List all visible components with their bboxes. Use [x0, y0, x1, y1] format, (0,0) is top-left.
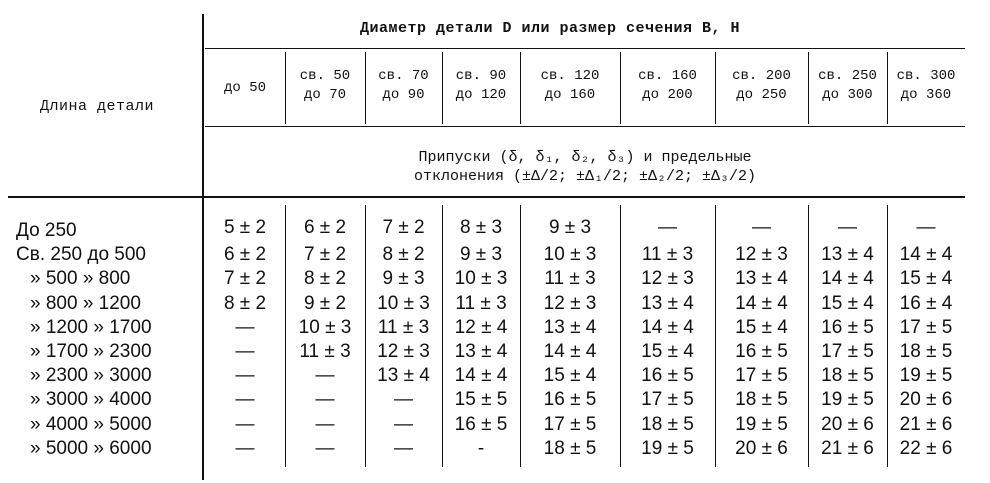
- column-header: [520, 67, 620, 105]
- column-header: [887, 67, 965, 105]
- table-cell: 15 ± 4: [821, 292, 874, 314]
- column-header-to: до 160: [544, 87, 596, 103]
- table-cell: 19 ± 5: [641, 437, 694, 459]
- table-cell: 13 ± 4: [543, 316, 597, 338]
- table-cell: 16 ± 5: [641, 365, 694, 387]
- column-header-to: до 250: [736, 87, 787, 103]
- table-cell: 6 ± 2: [223, 244, 267, 266]
- table-cell: 17 ± 5: [821, 341, 874, 362]
- table-cell: 10 ± 3: [377, 292, 430, 314]
- table-cell: 22 ± 6: [899, 437, 953, 459]
- table-cell: 12 ± 3: [641, 268, 694, 290]
- table-cell: 12 ± 3: [377, 341, 430, 362]
- row-label: » 5000 » 6000: [30, 437, 152, 459]
- table-cell: 20 ± 6: [899, 389, 953, 411]
- table-cell: 14 ± 4: [641, 316, 694, 338]
- table-cell: 20 ± 6: [735, 437, 788, 459]
- table-cell: 7 ± 2: [223, 268, 267, 290]
- column-header-from: св. 160: [638, 68, 697, 84]
- table-cell: -: [477, 437, 485, 459]
- table-cell: 13 ± 4: [821, 244, 874, 266]
- allowance-line-2: отклонения (±Δ/2; ±Δ₁/2; ±Δ₂/2; ±Δ₃/2): [413, 168, 757, 185]
- allowance-header: [205, 148, 965, 186]
- left-divider: [202, 14, 204, 480]
- table-cell: 11 ± 3: [377, 316, 430, 338]
- table-cell: 9 ± 2: [303, 292, 347, 314]
- table-cell: 16 ± 5: [821, 316, 874, 338]
- column-header-from: св. 200: [732, 68, 791, 84]
- row-label: » 1200 » 1700: [30, 316, 152, 338]
- column-header: [442, 67, 520, 105]
- table-cell: 9 ± 3: [459, 244, 503, 266]
- table-cell: 14 ± 4: [899, 244, 953, 266]
- header-top-rule: [205, 48, 965, 49]
- table-cell: 14 ± 4: [821, 268, 874, 290]
- column-header-from: св. 90: [455, 68, 507, 84]
- diameter-header: Диаметр детали D или размер сечения B, H: [360, 20, 741, 37]
- row-label: » 4000 » 5000: [30, 413, 152, 435]
- row-label: » 500 » 800: [30, 268, 131, 290]
- row-label: » 1700 » 2300: [30, 341, 152, 362]
- table-cell: —: [394, 389, 413, 411]
- table-cell: —: [315, 437, 335, 459]
- table-cell: —: [235, 365, 255, 387]
- table-cell: 15 ± 4: [899, 268, 953, 290]
- table-cell: —: [235, 341, 255, 362]
- table-cell: 17 ± 5: [641, 389, 694, 411]
- column-header-from: св. 300: [896, 68, 956, 84]
- table-cell: 18 ± 5: [735, 389, 788, 411]
- table-cell: 18 ± 5: [543, 437, 597, 459]
- table-cell: 12 ± 3: [543, 292, 597, 314]
- table-cell: 5 ± 2: [223, 217, 267, 238]
- table-cell: 8 ± 2: [382, 244, 425, 266]
- table-cell: 14 ± 4: [454, 365, 508, 387]
- table-cell: 15 ± 4: [735, 316, 788, 338]
- column-header: [205, 79, 285, 98]
- table-cell: —: [658, 217, 677, 238]
- table-cell: —: [752, 217, 771, 238]
- table-cell: 16 ± 5: [454, 413, 508, 435]
- table-cell: 11 ± 3: [544, 268, 596, 290]
- row-label: Св. 250 до 500: [16, 244, 146, 266]
- column-header-to: до 360: [900, 87, 952, 103]
- table-cell: 9 ± 3: [382, 268, 425, 290]
- column-header-from: св. 250: [818, 68, 877, 84]
- table-cell: 17 ± 5: [543, 413, 597, 435]
- table-cell: 13 ± 4: [454, 341, 508, 362]
- column-header: [808, 67, 887, 105]
- table-cell: 13 ± 4: [735, 268, 788, 290]
- column-header-from: св. 70: [378, 68, 429, 84]
- table-cell: 12 ± 4: [454, 316, 508, 338]
- table-cell: 13 ± 4: [377, 365, 430, 387]
- row-header: Длина детали: [40, 98, 155, 115]
- table-cell: 9 ± 3: [548, 217, 592, 238]
- table-cell: 13 ± 4: [641, 292, 694, 314]
- table-cell: 11 ± 3: [641, 244, 694, 266]
- table-cell: 10 ± 3: [454, 268, 508, 290]
- table-cell: 18 ± 5: [821, 365, 874, 387]
- table-cell: 12 ± 3: [735, 244, 788, 266]
- table-cell: —: [916, 217, 936, 238]
- table-cell: —: [235, 413, 255, 435]
- columns-bottom-rule: [205, 126, 965, 127]
- table-cell: 14 ± 4: [735, 292, 788, 314]
- row-label: До 250: [16, 220, 77, 241]
- column-header-from: св. 120: [540, 68, 600, 84]
- table-cell: 11 ± 3: [299, 341, 351, 362]
- table-cell: 7 ± 2: [303, 244, 347, 266]
- table-cell: 14 ± 4: [543, 341, 597, 362]
- column-header-to: до 300: [822, 87, 873, 103]
- table-cell: 19 ± 5: [821, 389, 874, 411]
- table-cell: 17 ± 5: [735, 365, 788, 387]
- table-cell: 7 ± 2: [382, 217, 425, 238]
- table-cell: 8 ± 2: [223, 292, 267, 314]
- header-bottom-rule: [8, 196, 965, 198]
- table-cell: —: [315, 365, 335, 387]
- table-cell: 8 ± 3: [459, 217, 503, 238]
- table-cell: 15 ± 5: [454, 389, 508, 411]
- table-cell: 19 ± 5: [735, 413, 788, 435]
- table-cell: 8 ± 2: [303, 268, 347, 290]
- table-cell: 17 ± 5: [899, 316, 953, 338]
- table-cell: 15 ± 4: [641, 341, 694, 362]
- table-cell: —: [235, 316, 255, 338]
- table-cell: 6 ± 2: [303, 217, 347, 238]
- table-cell: 10 ± 3: [298, 316, 352, 338]
- table-cell: 15 ± 4: [543, 365, 597, 387]
- table-cell: 20 ± 6: [821, 413, 874, 435]
- row-label: » 3000 » 4000: [30, 389, 152, 411]
- allowance-line-1: Припуски (δ, δ₁, δ₂, δ₃) и предельные: [418, 149, 752, 166]
- column-header-from: св. 50: [299, 68, 351, 84]
- column-header-to: до 90: [382, 87, 425, 103]
- table-cell: —: [394, 437, 413, 459]
- table-cell: —: [315, 413, 335, 435]
- table-cell: —: [394, 413, 413, 435]
- table-cell: 21 ± 6: [821, 437, 874, 459]
- column-header-to: до 70: [303, 87, 346, 103]
- table-cell: 16 ± 5: [735, 341, 788, 362]
- table-cell: —: [235, 389, 255, 411]
- table-cell: —: [235, 437, 255, 459]
- table-cell: 16 ± 4: [899, 292, 953, 314]
- table-cell: 10 ± 3: [543, 244, 597, 266]
- table-cell: —: [315, 389, 335, 411]
- table-cell: 21 ± 6: [899, 413, 953, 435]
- column-header: [365, 67, 442, 105]
- table-cell: 18 ± 5: [641, 413, 694, 435]
- column-header-from: до 50: [223, 80, 266, 96]
- column-header: [285, 67, 365, 105]
- column-header: [715, 67, 808, 105]
- table-cell: —: [838, 217, 857, 238]
- column-header-to: до 200: [642, 87, 693, 103]
- table-cell: 18 ± 5: [899, 341, 953, 362]
- table-cell: 11 ± 3: [455, 292, 507, 314]
- row-label: » 2300 » 3000: [30, 365, 152, 387]
- row-label: » 800 » 1200: [30, 292, 141, 314]
- column-header-to: до 120: [455, 87, 507, 103]
- table-cell: 19 ± 5: [899, 365, 953, 387]
- table-cell: 16 ± 5: [543, 389, 597, 411]
- column-header: [620, 67, 715, 105]
